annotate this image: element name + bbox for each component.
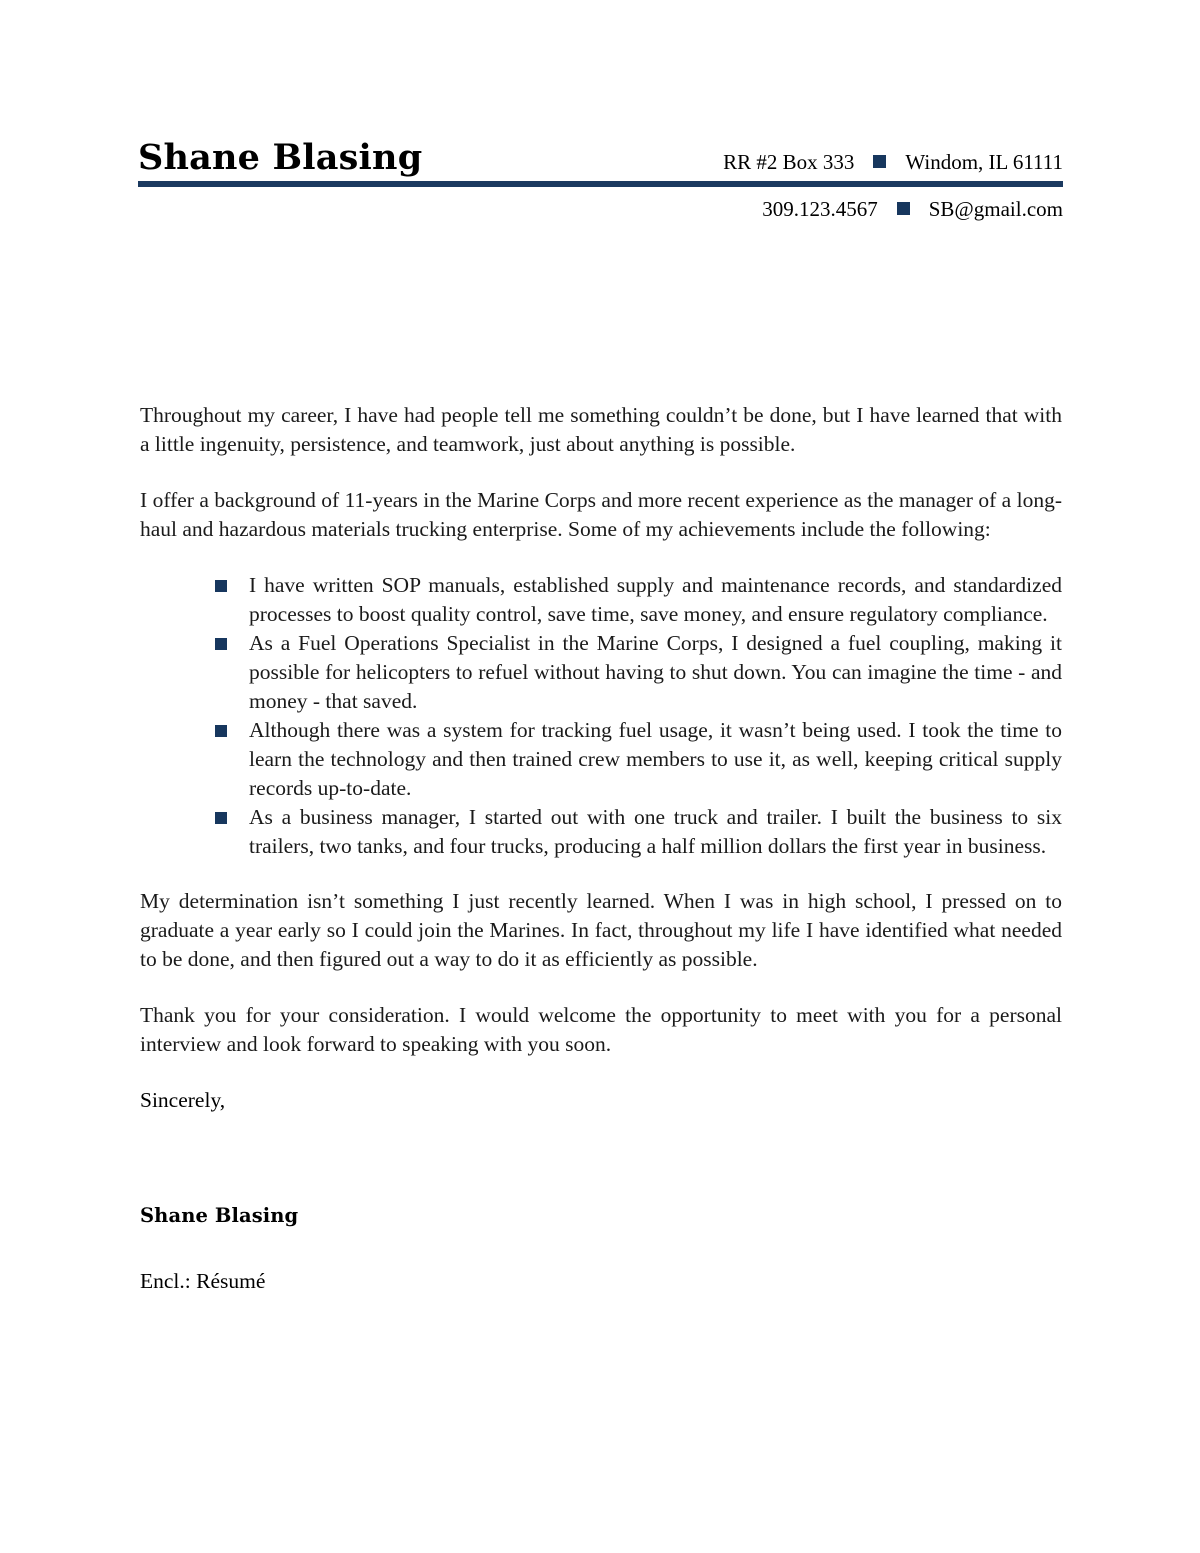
letterhead (138, 132, 1063, 222)
contact-phone: 309.123.4567 (762, 197, 878, 221)
achievements-list (140, 571, 1062, 861)
list-item (215, 803, 1062, 861)
bullet-square-icon (215, 812, 227, 824)
list-item-text: As a Fuel Operations Specialist in the Marine Corps, I designed a fuel coupling, making it possible for helicopters to refuel without having to shut down. You can imagine the time - and money - that saved. (249, 631, 1062, 713)
contact-email: SB@gmail.com (928, 197, 1063, 221)
square-separator-icon (897, 202, 910, 215)
list-item-text: Although there was a system for tracking fuel usage, it wasn’t being used. I took the time to learn the technology and then trained crew members to use it, as well, keeping critical supply records up-to-date. (249, 718, 1062, 800)
list-item (215, 629, 1062, 716)
closing-salutation: Sincerely, (140, 1088, 226, 1112)
contact-line-phone-email (138, 187, 1063, 222)
contact-line-address (723, 149, 1063, 178)
bullet-square-icon (215, 725, 227, 737)
enclosure-note: Encl.: Résumé (140, 1269, 266, 1293)
letterhead-top-row (138, 132, 1063, 178)
signature-name: Shane Blasing (140, 1204, 299, 1227)
paragraph-background: I offer a background of 11-years in the Marine Corps and more recent experience as the manager of a long-haul and hazardous materials trucking enterprise. Some of my achievements include the following: (140, 488, 1062, 541)
letter-body (140, 401, 1062, 1296)
bullet-square-icon (215, 580, 227, 592)
bullet-square-icon (215, 638, 227, 650)
paragraph-determination: My determination isn’t something I just recently learned. When I was in high school, I pressed on to graduate a year early so I could join the Marines. In fact, throughout my life I have identified what needed to be done, and then figured out a way to do it as efficiently as possible. (140, 889, 1062, 971)
list-item (215, 571, 1062, 629)
list-item-text: As a business manager, I started out with one truck and trailer. I built the business to six trailers, two tanks, and four trucks, producing a half million dollars the first year in business. (249, 805, 1062, 858)
square-separator-icon (873, 155, 886, 168)
contact-city-state-zip: Windom, IL 61111 (905, 150, 1063, 174)
closing-block (140, 1086, 1062, 1296)
list-item (215, 716, 1062, 803)
page-title: Shane Blasing (138, 137, 423, 178)
list-item-text: I have written SOP manuals, established supply and maintenance records, and standardized processes to boost quality control, save time, save money, and ensure regulatory compliance. (249, 573, 1062, 626)
contact-street: RR #2 Box 333 (723, 150, 855, 174)
paragraph-thank-you: Thank you for your consideration. I would welcome the opportunity to meet with you for a personal interview and look forward to speaking with you soon. (140, 1003, 1062, 1056)
paragraph-intro: Throughout my career, I have had people tell me something couldn’t be done, but I have learned that with a little ingenuity, persistence, and teamwork, just about anything is possible. (140, 403, 1062, 456)
